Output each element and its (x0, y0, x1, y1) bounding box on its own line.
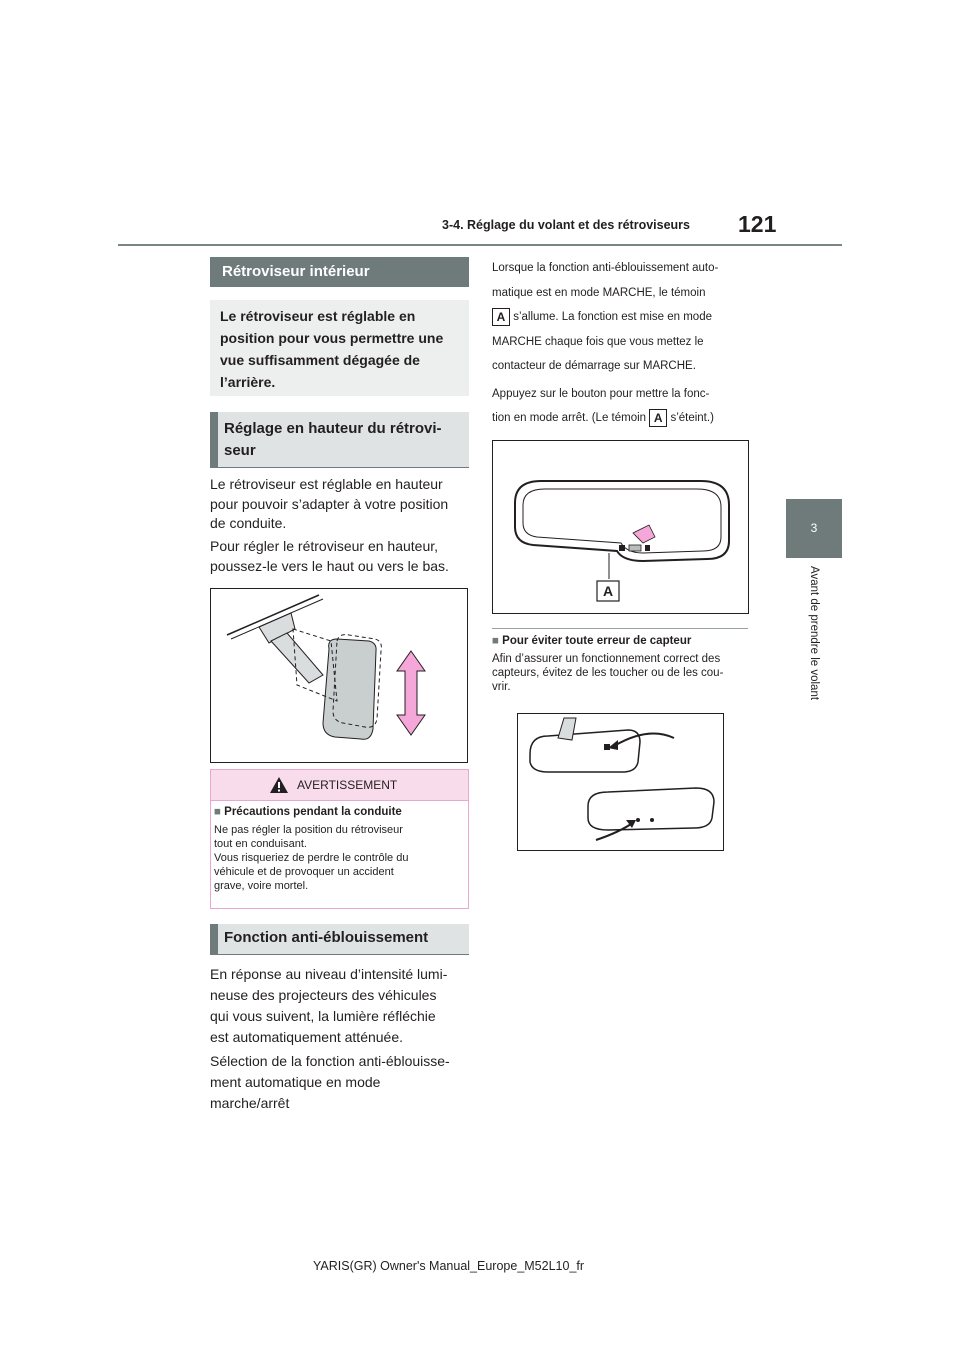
heading-line: seur (224, 442, 256, 459)
heading-height-adjust (210, 412, 469, 468)
paragraph-anti-glare (210, 964, 472, 1048)
text-line: Lorsque la fonction anti-éblouissement auto- (492, 262, 719, 274)
callout-a-label: A (602, 583, 614, 599)
figure-sensors (517, 713, 724, 851)
subsection-divider (492, 628, 748, 629)
subsection-sensor (492, 634, 754, 694)
heading-anti-glare (210, 924, 469, 955)
intro-line: position pour vous permettre une (220, 330, 444, 346)
subsection-title (492, 634, 754, 648)
text-fragment: s’éteint.) (667, 412, 714, 424)
text-line: qui vous suivent, la lumière réfléchie (210, 1008, 436, 1024)
paragraph-selection (210, 1051, 472, 1114)
figure-mirror-height (210, 588, 468, 763)
chapter-label: Avant de prendre le volant (808, 566, 820, 701)
warning-header (211, 770, 468, 801)
figure-mirror-indicator (492, 440, 749, 614)
warning-triangle-icon (269, 776, 289, 794)
indicator-a-badge: A (649, 409, 667, 427)
warning-line: grave, voire mortel. (214, 880, 309, 892)
heading-text: Rétroviseur intérieur (222, 263, 370, 280)
header-divider (118, 244, 842, 246)
text-line: En réponse au niveau d’intensité lumi- (210, 966, 448, 982)
text-line: poussez-le vers le haut ou vers le bas. (210, 557, 449, 574)
text-line: matique est en mode MARCHE, le témoin (492, 286, 706, 299)
text-line: ment automatique en mode (210, 1074, 381, 1090)
warning-line: Vous risqueriez de perdre le contrôle du (214, 852, 409, 864)
subsection-body (492, 652, 754, 694)
heading-text: Fonction anti-éblouissement (224, 929, 429, 946)
text-line: Pour régler le rétroviseur en hauteur, (210, 538, 439, 554)
warning-subtitle-text: Précautions pendant la conduite (224, 806, 402, 818)
intro-line: l’arrière. (220, 374, 276, 390)
text-line: marche/arrêt (210, 1095, 290, 1111)
footer-manual-id: YARIS(GR) Owner's Manual_Europe_M52L10_fr (313, 1259, 585, 1273)
square-bullet-icon: ■ (492, 635, 499, 647)
paragraph-push (210, 537, 472, 576)
indicator-a-badge: A (492, 308, 510, 326)
warning-subtitle (214, 805, 468, 819)
mirror-height-illustration (211, 589, 467, 762)
intro-box (210, 300, 469, 396)
text-line: Sélection de la fonction anti-éblouisse- (210, 1053, 450, 1069)
text-line: pour pouvoir s’adapter à votre position (210, 495, 449, 512)
paragraph-height (210, 475, 472, 534)
section-title: 3-4. Réglage du volant et des rétroviseurs (442, 218, 690, 232)
warning-line: véhicule et de provoquer un accident (214, 866, 394, 878)
text-line: MARCHE chaque fois que vous mettez le (492, 335, 704, 348)
text-fragment: s’allume. La fonction est mise en mode (510, 311, 712, 323)
text-line: contacteur de démarrage sur MARCHE. (492, 360, 696, 372)
text-line: capteurs, évitez de les toucher ou de les cou- (492, 667, 724, 679)
warning-box (210, 769, 469, 909)
text-line: Afin d’assurer un fonctionnement correct des (492, 653, 721, 665)
text-fragment: tion en mode arrêt. (Le témoin (492, 412, 650, 424)
warning-line: tout en conduisant. (214, 838, 307, 850)
subsection-title-text: Pour éviter toute erreur de capteur (502, 635, 692, 647)
paragraph-indicator (492, 256, 762, 431)
warning-body (214, 823, 468, 893)
text-line: neuse des projecteurs des véhicules (210, 987, 437, 1003)
text-line (492, 406, 762, 431)
text-line: est automatiquement atténuée. (210, 1029, 404, 1045)
text-line (492, 305, 762, 330)
text-line: Appuyez sur le bouton pour mettre la fonc- (492, 387, 710, 400)
intro-line: Le rétroviseur est réglable en (220, 308, 416, 324)
square-bullet-icon: ■ (214, 806, 221, 818)
text-line: de conduite. (210, 515, 287, 531)
text-line: vrir. (492, 681, 511, 693)
warning-line: Ne pas régler la position du rétroviseur (214, 824, 403, 836)
heading-line: Réglage en hauteur du rétrovi- (224, 420, 442, 437)
sensor-illustration (518, 714, 723, 850)
text-line: Le rétroviseur est réglable en hauteur (210, 476, 443, 492)
chapter-tab: 3 (786, 499, 842, 558)
page-number: 121 (738, 211, 777, 237)
warning-title: AVERTISSEMENT (297, 778, 398, 792)
heading-rearview-mirror (210, 257, 469, 287)
intro-line: vue suffisamment dégagée de (220, 352, 420, 368)
mirror-indicator-illustration (493, 441, 748, 613)
